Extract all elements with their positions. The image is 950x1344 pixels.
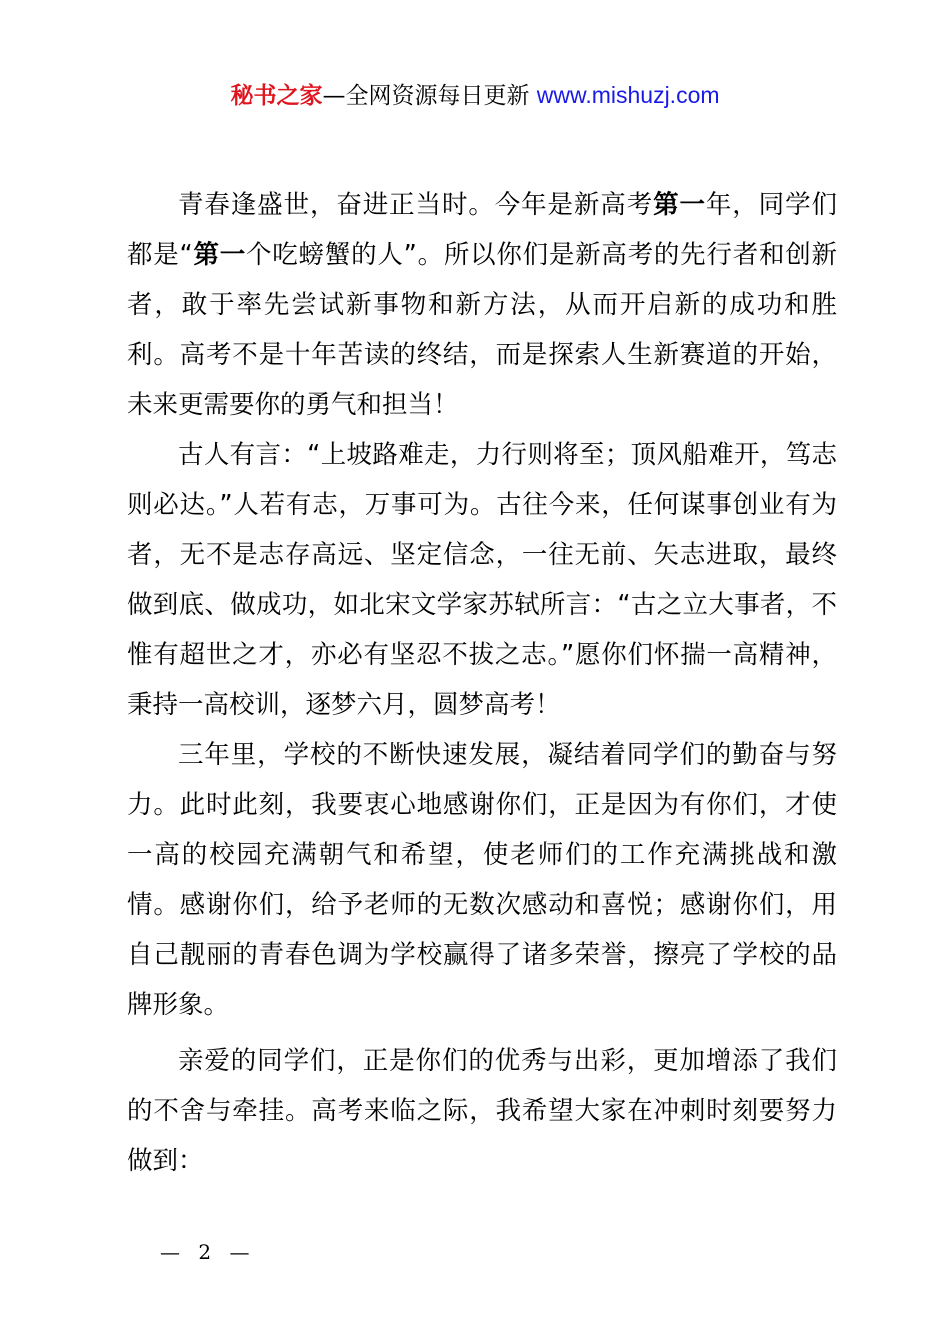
text-run: 亲爱的同学们，正是你们的优秀与出彩，更加增添了我们的不舍与牵挂。高考来临之际，我希望大家在冲刺时刻要努力做到： [127,1046,837,1176]
bold-text-run: 第一 [653,190,706,220]
page-number: — 2 — [160,1240,256,1264]
paragraph-4 [127,1036,837,1186]
text-run: 个吃螃蟹的人”。所以你们是新高考的先行者和创新者，敢于率先尝试新事物和新方法，从而开启新的成功和胜利。高考不是十年苦读的终结，而是探索人生新赛道的开始，未来更需要你的勇气和担当！ [127,240,837,420]
site-header [0,78,950,113]
document-body [127,180,837,1186]
text-run: 三年里，学校的不断快速发展，凝结着同学们的勤奋与努力。此时此刻，我要衷心地感谢你们，正是因为有你们，才使一高的校园充满朝气和希望，使老师们的工作充满挑战和激情。感谢你们，给予老师的无数次感动和喜悦；感谢你们，用自己靓丽的青春色调为学校赢得了诸多荣誉，擦亮了学校的品牌形象。 [127,740,837,1020]
site-tagline: —全网资源每日更新 [322,83,530,109]
text-run: 古人有言：“上坡路难走，力行则将至；顶风船难开，笃志则必达。”人若有志，万事可为。古往今来，任何谋事创业有为者，无不是志存高远、坚定信念，一往无前、矢志进取，最终做到底、做成功，如北宋文学家苏轼所言：“古之立大事者，不惟有超世之才，亦必有坚忍不拔之志。”愿你们怀揣一高精神，秉持一高校训，逐梦六月，圆梦高考！ [127,440,837,720]
site-brand: 秘书之家 [230,83,323,109]
bold-text-run: 第一 [192,240,247,270]
text-run: 青春逢盛世，奋进正当时。今年是新高考 [178,190,654,220]
site-url-link[interactable]: www.mishuzj.com [536,82,720,108]
paragraph-3 [127,730,837,1030]
text-run: 年，同学们都是“ [127,190,837,270]
paragraph-1 [127,180,837,430]
paragraph-2 [127,430,837,730]
